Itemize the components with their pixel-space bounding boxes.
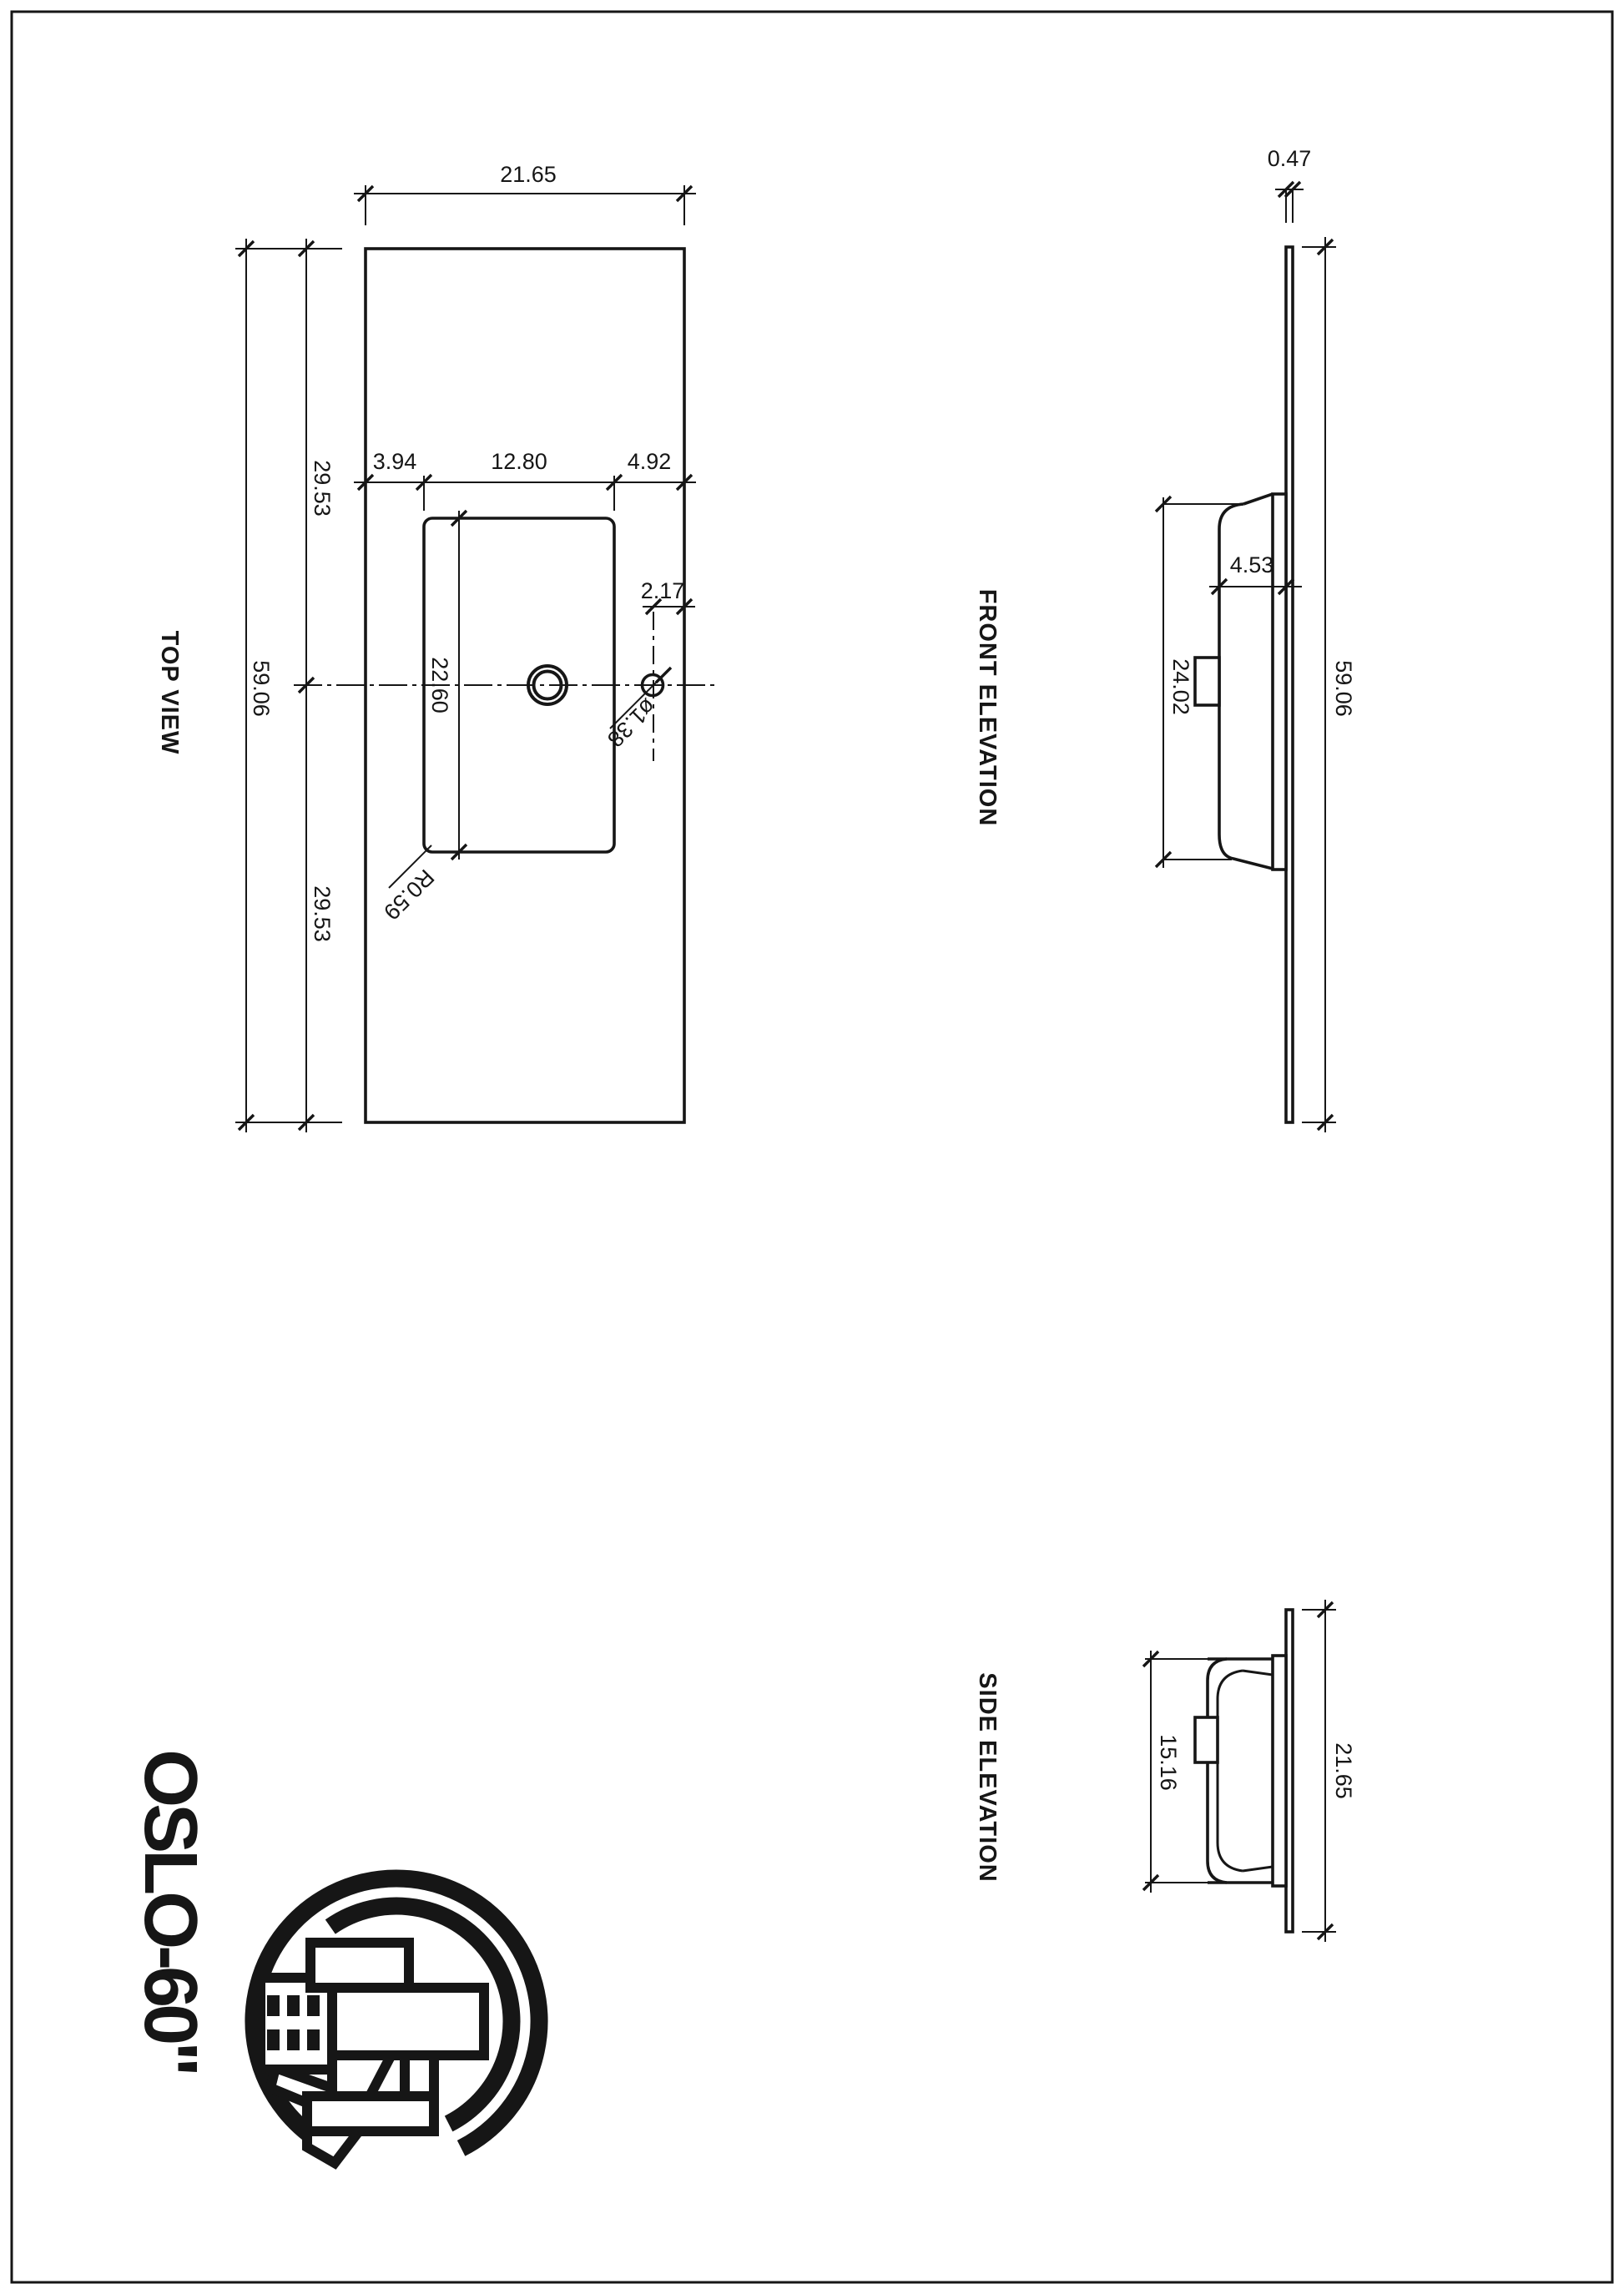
dim-text-thickness: 0.47 <box>1267 146 1312 171</box>
side-basin-flange <box>1273 1656 1286 1886</box>
dim-text-basin-depth: 4.53 <box>1229 552 1274 577</box>
dim-text-side-depth: 21.65 <box>1331 1742 1356 1799</box>
dim-text-overall-depth: 59.06 <box>249 660 274 717</box>
dim-text-faucet-diameter: ø1.38 <box>602 693 662 753</box>
top-view-caption: TOP VIEW <box>156 630 183 755</box>
logo-step-rect <box>405 2055 434 2096</box>
front-drain-stub <box>1195 658 1219 705</box>
front-elevation-caption: FRONT ELEVATION <box>974 588 1001 827</box>
side-elevation <box>974 1600 1356 1942</box>
logo-top-rect <box>310 1943 409 1988</box>
front-basin-flange <box>1273 494 1286 870</box>
front-elevation <box>974 146 1356 1132</box>
dim-text-depth-lower-half: 29.53 <box>310 885 335 942</box>
dim-text-basin-left-offset: 3.94 <box>372 449 417 474</box>
dim-text-basin-outer-length: 24.02 <box>1168 658 1193 715</box>
side-elevation-caption: SIDE ELEVATION <box>974 1672 1001 1883</box>
title-block <box>129 1749 539 2163</box>
dim-text-overall-width: 21.65 <box>500 162 557 187</box>
front-extension-lines <box>1163 189 1336 1122</box>
dim-text-faucet-offset: 2.17 <box>640 578 685 603</box>
product-title: OSLO-60" <box>129 1749 212 2073</box>
dim-text-basin-outer-width: 15.16 <box>1156 1734 1181 1791</box>
dim-text-front-length: 59.06 <box>1331 660 1356 717</box>
dim-text-basin-width: 12.80 <box>491 449 547 474</box>
logo-bottom-bar <box>307 2096 434 2131</box>
side-basin-interior <box>1218 1671 1273 1871</box>
dim-text-basin-right-offset: 4.92 <box>627 449 672 474</box>
brand-logo-icon <box>254 1878 539 2163</box>
side-drain-stub <box>1195 1717 1218 1762</box>
dim-text-basin-length: 22.60 <box>427 657 452 713</box>
front-basin-profile <box>1219 494 1273 869</box>
dim-text-corner-radius: R0.59 <box>378 864 440 925</box>
dim-text-depth-upper-half: 29.53 <box>310 460 335 517</box>
top-view <box>156 162 716 1132</box>
logo-long-rect <box>332 1988 484 2055</box>
sheet-border <box>12 12 1612 2282</box>
side-extension-lines <box>1302 1610 1336 1932</box>
logo-tail-shape <box>307 2131 359 2163</box>
